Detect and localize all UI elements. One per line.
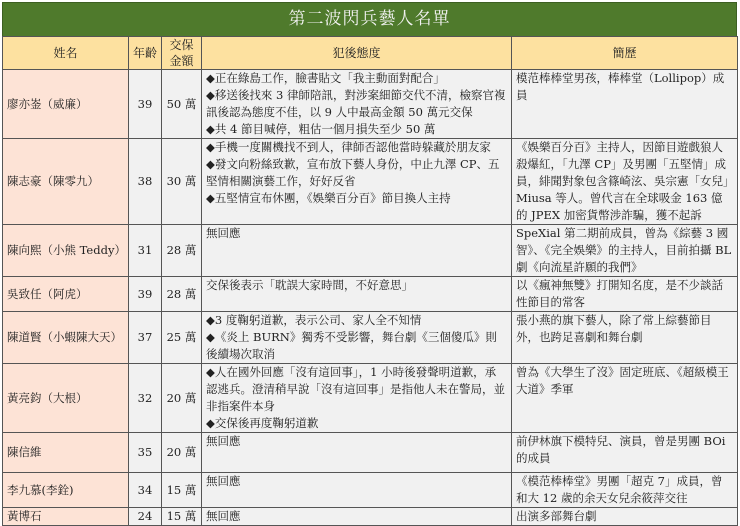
artist-bio: 《模范棒棒堂》男團「超克 7」成員，曾和大 12 歲的余天女兒余筱萍交往 <box>512 473 738 508</box>
bail-amount: 15 萬 <box>162 508 202 526</box>
artist-age: 39 <box>129 277 162 312</box>
attitude-item: 無回應 <box>206 434 241 448</box>
bail-amount: 25 萬 <box>162 312 202 364</box>
attitude-item: ◆共 4 節目喊停，粗估一個月損失至少 50 萬 <box>206 122 436 136</box>
artist-bio: 出演多部舞台劇 <box>512 508 738 526</box>
table-row <box>3 473 738 508</box>
attitude-item: 無回應 <box>206 509 241 523</box>
bail-amount: 50 萬 <box>162 70 202 139</box>
post-offense-attitude <box>202 139 512 225</box>
bail-amount: 30 萬 <box>162 139 202 225</box>
artist-name: 陳信維 <box>3 433 129 473</box>
artist-bio: 張小燕的旗下藝人，除了常上綜藝節目外，也跨足喜劇和舞台劇 <box>512 312 738 364</box>
artist-table <box>2 36 738 526</box>
attitude-item: ◆正在綠島工作，臉書貼文「我主動面對配合」 <box>206 71 445 85</box>
bail-amount: 20 萬 <box>162 433 202 473</box>
header-row <box>3 37 738 70</box>
artist-age: 31 <box>129 225 162 277</box>
table-row <box>3 225 738 277</box>
artist-age: 35 <box>129 433 162 473</box>
artist-age: 32 <box>129 364 162 433</box>
post-offense-attitude <box>202 433 512 473</box>
artist-age: 38 <box>129 139 162 225</box>
attitude-item: 無回應 <box>206 226 241 240</box>
col-header-age: 年齡 <box>129 37 162 70</box>
attitude-item: ◆交保後再度鞠躬道歉 <box>206 416 319 430</box>
artist-name: 陳道賢（小蝦陳大天） <box>3 312 129 364</box>
table-row <box>3 277 738 312</box>
post-offense-attitude <box>202 312 512 364</box>
table-row <box>3 508 738 526</box>
attitude-item: 交保後表示「耽誤大家時間，不好意思」 <box>206 278 413 292</box>
artist-bio: 以《瘋神無雙》打開知名度，是不少談話性節目的常客 <box>512 277 738 312</box>
col-header-bio: 簡歷 <box>512 37 738 70</box>
table-row <box>3 312 738 364</box>
bail-amount: 20 萬 <box>162 364 202 433</box>
attitude-item: ◆3 度鞠躬道歉，表示公司、家人全不知情 <box>206 313 422 327</box>
artist-age: 34 <box>129 473 162 508</box>
bail-amount: 28 萬 <box>162 225 202 277</box>
bail-amount: 28 萬 <box>162 277 202 312</box>
table-row <box>3 70 738 139</box>
attitude-item: 無回應 <box>206 474 241 488</box>
artist-age: 39 <box>129 70 162 139</box>
bail-amount: 15 萬 <box>162 473 202 508</box>
artist-name: 陳向熙（小熊 Teddy） <box>3 225 129 277</box>
attitude-item: ◆移送後找來 3 律師陪訊，對涉案細節交代不清，檢察官複訊後認為態度不佳，以 9 人中最高金額 50 萬元交保 <box>206 88 506 119</box>
table-row <box>3 364 738 433</box>
artist-bio: 前伊林旗下模特兒、演員，曾是男團 BOi 的成員 <box>512 433 738 473</box>
artist-name: 李九慕(李銓) <box>3 473 129 508</box>
post-offense-attitude <box>202 225 512 277</box>
col-header-attitude: 犯後態度 <box>202 37 512 70</box>
artist-bio: 曾為《大學生了沒》固定班底、《超級模王大道》季軍 <box>512 364 738 433</box>
artist-list-table-container <box>2 2 737 526</box>
artist-name: 吳致任（阿虎） <box>3 277 129 312</box>
table-title: 第二波閃兵藝人名單 <box>2 2 737 36</box>
table-row <box>3 139 738 225</box>
artist-name: 黃亮鈞（大根） <box>3 364 129 433</box>
artist-bio: 模范棒棒堂男孩，棒棒堂（Lollipop）成員 <box>512 70 738 139</box>
col-header-bail: 交保金額 <box>162 37 202 70</box>
col-header-name: 姓名 <box>3 37 129 70</box>
attitude-item: ◆《炎上 BURN》獨秀不受影響，舞台劇《三個傻瓜》則後續場次取消 <box>206 330 497 361</box>
post-offense-attitude <box>202 473 512 508</box>
post-offense-attitude <box>202 364 512 433</box>
artist-bio: 《娛樂百分百》主持人，因節目遊戲狼人殺爆紅，「九澤 CP」及男團「五堅情」成員，緋聞對象包含篠崎泫、吳宗憲「女兒」Miusa 等人。曾代言在全球吸金 163 億的 JPEX 加密貨幣涉詐騙，獲不起訴 <box>512 139 738 225</box>
table-row <box>3 433 738 473</box>
artist-age: 37 <box>129 312 162 364</box>
artist-name: 黃博石 <box>3 508 129 526</box>
attitude-item: ◆發文向粉絲致歉，宣布放下藝人身份，中止九澤 CP、五堅情相關演藝工作，好好反省 <box>206 157 500 188</box>
post-offense-attitude <box>202 70 512 139</box>
attitude-item: ◆人在國外回應「沒有這回事」，1 小時後發聲明道歉，承認逃兵。澄清稍早說「沒有這回事」是指他人未在警局，並非指案件本身 <box>206 365 505 413</box>
artist-bio: SpeXial 第二期前成員，曾為《綜藝 3 國智》、《完全娛樂》的主持人，目前拍攝 BL 劇《向流星許願的我們》 <box>512 225 738 277</box>
artist-name: 廖亦崟（威廉） <box>3 70 129 139</box>
artist-name: 陳志豪（陳零九） <box>3 139 129 225</box>
attitude-item: ◆五堅情宣布休團，《娛樂百分百》節目換人主持 <box>206 191 451 205</box>
post-offense-attitude <box>202 277 512 312</box>
post-offense-attitude <box>202 508 512 526</box>
attitude-item: ◆手機一度關機找不到人，律師否認他當時躲藏於朋友家 <box>206 140 491 154</box>
artist-age: 24 <box>129 508 162 526</box>
